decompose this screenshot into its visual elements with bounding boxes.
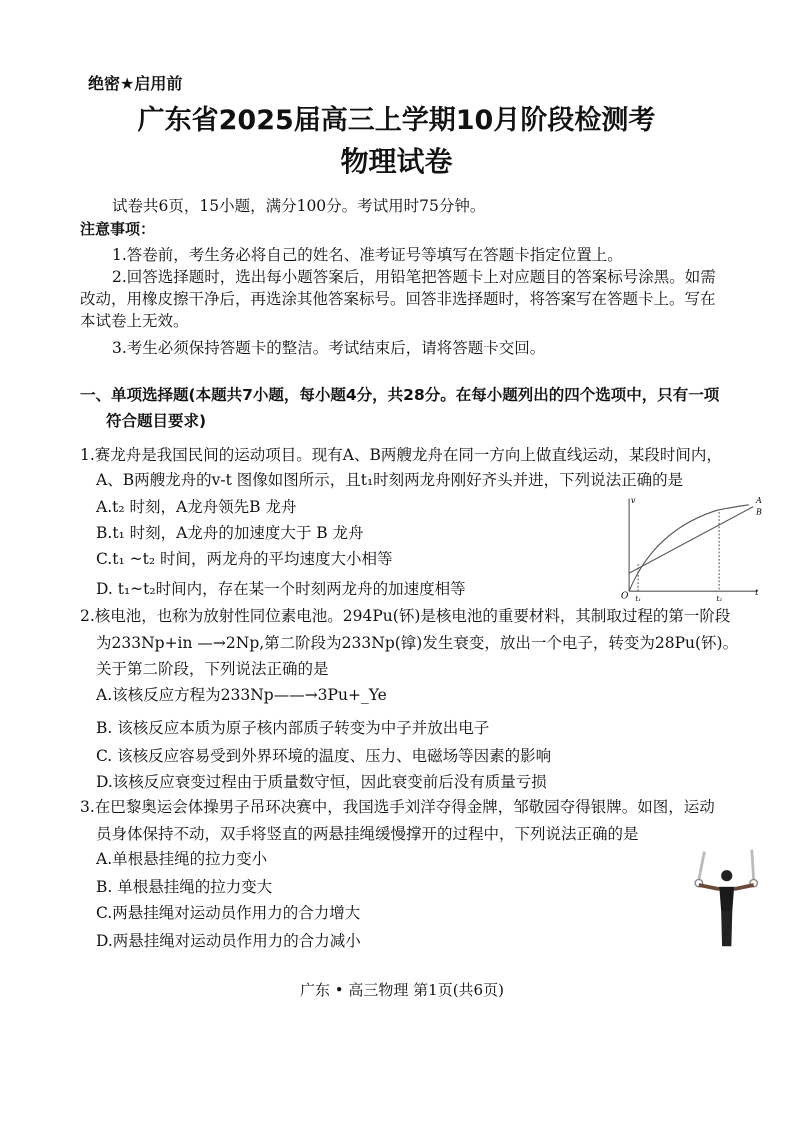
section-heading-cont: 符合题目要求)	[106, 412, 207, 430]
intro-text: 试卷共6页，15小题，满分100分。考试用时75分钟。	[112, 197, 486, 215]
q1-option-b: B.t₁ 时刻，A龙舟的加速度大于 B 龙舟	[96, 524, 364, 542]
line-a	[629, 507, 753, 574]
notice-line: 2.回答选择题时，选出每小题答案后，用铅笔把答题卡上对应题目的答案标号涂黑。如需	[112, 268, 716, 286]
q2-option-b: B. 该核反应本质为原子核内部质子转变为中子并放出电子	[96, 719, 490, 737]
notice-line: 3.考生必须保持答题卡的整洁。考试结束后，请将答题卡交回。	[112, 339, 546, 357]
notice-heading: 注意事项：	[80, 220, 156, 238]
q2-stem: 关于第二阶段，下列说法正确的是	[96, 660, 329, 678]
t1-label: t₁	[635, 594, 642, 602]
axis-t-label: t	[755, 586, 759, 597]
q2-option-c: C. 该核反应容易受到外界环境的温度、压力、电磁场等因素的影响	[96, 747, 552, 765]
axis-v-label: v	[630, 495, 636, 505]
origin-label: O	[621, 591, 629, 602]
q1-stem: 1.赛龙舟是我国民间的运动项目。现有A、B两艘龙舟在同一方向上做直线运动，某段时间内，	[80, 446, 722, 464]
q1-option-a: A.t₂ 时刻，A龙舟领先B 龙舟	[96, 498, 297, 516]
q1-stem: A、B两艘龙舟的v-t 图像如图所示，且t₁时刻两龙舟刚好齐头并进，下列说法正确的是	[96, 471, 684, 489]
notice-line: 1.答卷前，考生务必将自己的姓名、准考证号等填写在答题卡指定位置上。	[112, 246, 623, 264]
curve-b	[629, 505, 749, 591]
gymnast-image	[683, 846, 763, 950]
vt-graph	[618, 494, 768, 602]
section-heading: 一、单项选择题(本题共7小题，每小题4分，共28分。在每小题列出的四个选项中，只有一项	[80, 386, 720, 404]
q3-stem: 3.在巴黎奥运会体操男子吊环决赛中，我国选手刘洋夺得金牌，邹敬园夺得银牌。如图，运动	[80, 798, 715, 816]
page-subtitle: 物理试卷	[340, 145, 453, 178]
page-title: 广东省2025届高三上学期10月阶段检测考	[137, 105, 656, 136]
q2-option-d: D.该核反应衰变过程由于质量数守恒，因此衰变前后没有质量亏损	[96, 773, 547, 791]
series-a-label: A	[756, 495, 762, 505]
q2-stem: 为233Np+in —→2Np,第二阶段为233Np(镎)发生衰变，放出一个电子，转变为28Pu(钚)。	[96, 634, 739, 652]
page-footer: 广东 • 高三物理 第1页(共6页)	[300, 981, 504, 999]
q3-option-b: B. 单根悬挂绳的拉力变大	[96, 878, 273, 896]
notice-line: 改动，用橡皮擦干净后，再选涂其他答案标号。回答非选择题时，将答案写在答题卡上。写在	[80, 290, 716, 308]
q1-option-c: C.t₁ ~t₂ 时间，两龙舟的平均速度大小相等	[96, 550, 393, 568]
q3-option-a: A.单根悬挂绳的拉力变小	[96, 850, 268, 868]
q2-stem: 2.核电池，也称为放射性同位素电池。294Pu(钚)是核电池的重要材料，其制取过程的第一阶段	[80, 607, 731, 625]
q2-option-a: A.该核反应方程为233Np——→3Pu+_Ye	[96, 686, 387, 704]
secret-label: 绝密★启用前	[88, 74, 183, 93]
q1-option-d: D. t₁~t₂时间内，存在某一个时刻两龙舟的加速度相等	[96, 580, 466, 598]
series-b-label: B	[756, 506, 762, 517]
q3-stem: 员身体保持不动，双手将竖直的两悬挂绳缓慢撑开的过程中，下列说法正确的是	[96, 825, 639, 843]
q3-option-c: C.两悬挂绳对运动员作用力的合力增大	[96, 904, 361, 922]
notice-line: 本试卷上无效。	[80, 312, 189, 330]
q3-option-d: D.两悬挂绳对运动员作用力的合力减小	[96, 932, 361, 950]
t2-label: t₂	[716, 594, 723, 602]
